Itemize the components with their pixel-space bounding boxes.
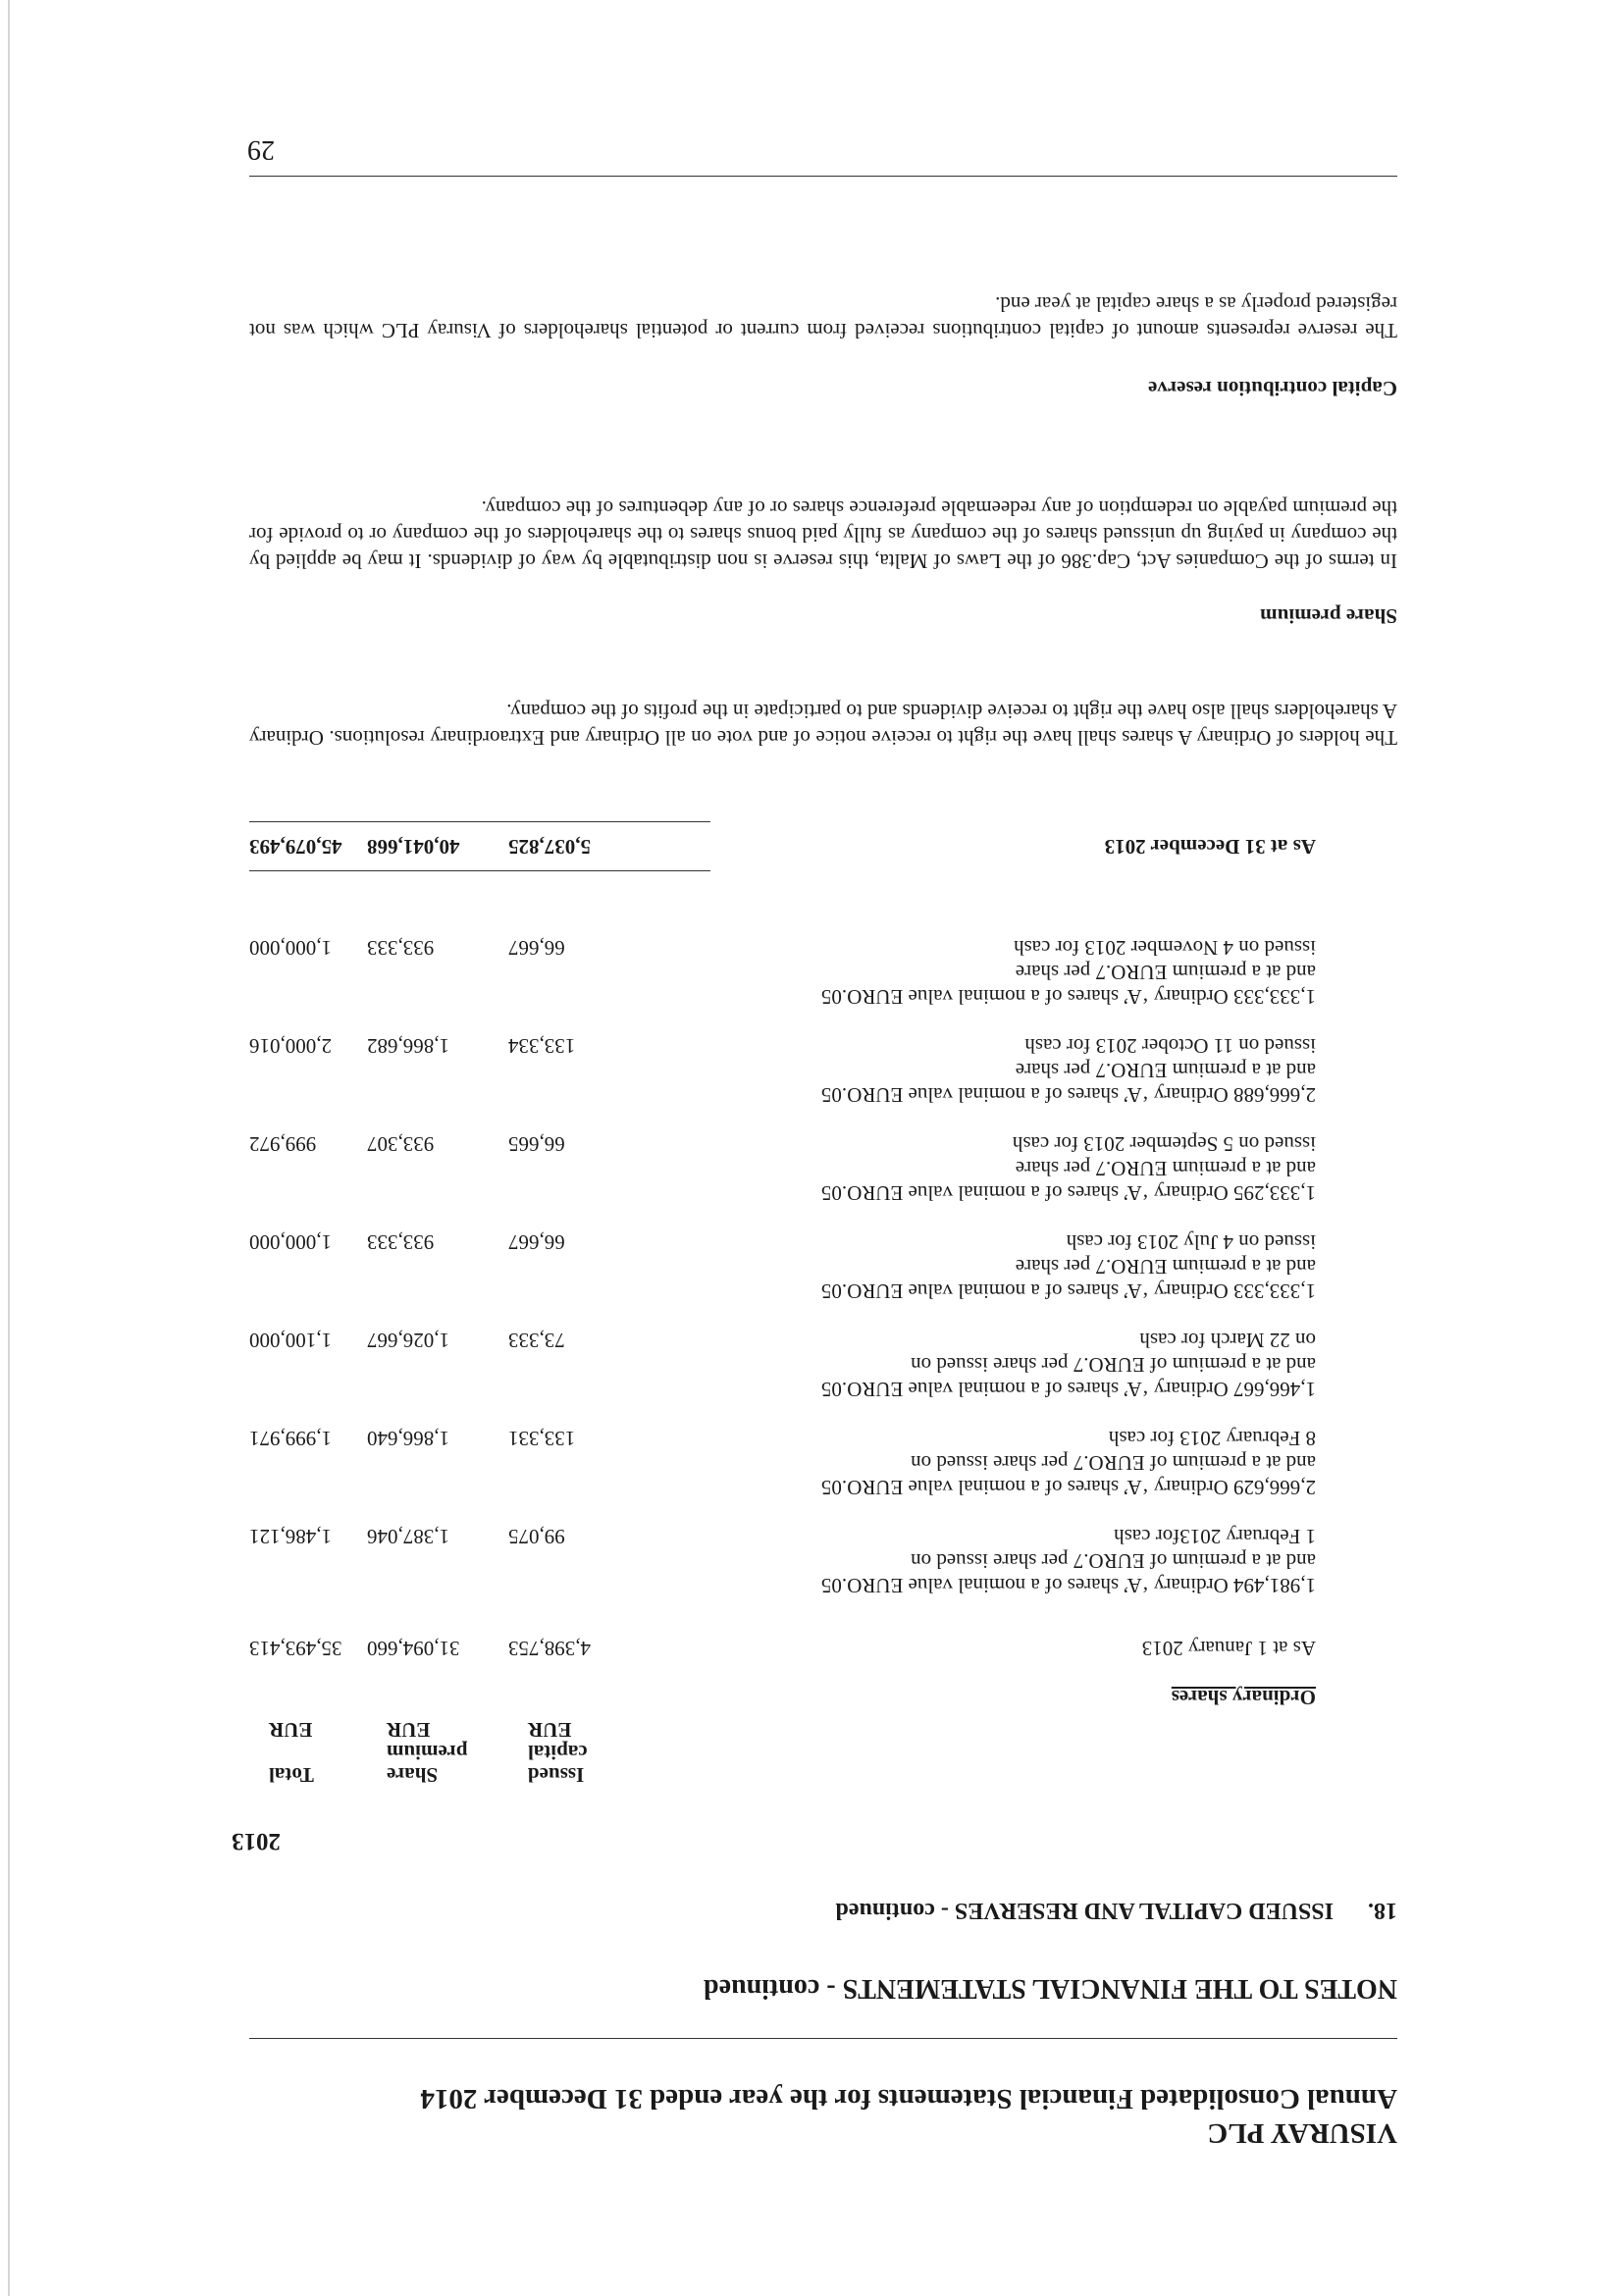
- share-premium-heading: Share premium: [1260, 604, 1397, 628]
- ordinary-a-rights-paragraph: The holders of Ordinary A shares shall have the right to receive notice of and vote on all Ordinary and Extraordinary resolutions. Ordinary A shareholders shall also have the right to receive dividends and to participate in the profits of the company.: [249, 700, 1397, 750]
- total-rule-bottom: [249, 821, 710, 822]
- table-row-opening: As at 1 January 2013 4,398,753 31,094,660 35,493,413: [249, 1637, 1316, 1660]
- table-row: 2,666,688 Ordinary ‘A’ shares of a nominal value EURO.05 and at a premium EURO.7 per share issued on 11 October 2013 for cash 133,334 1,866,682 2,000,016: [249, 1034, 1316, 1107]
- scan-edge: [8, 0, 10, 2296]
- share-premium-paragraph: In terms of the Companies Act, Cap.386 of the Laws of Malta, this reserve is non distributable by way of dividends. It may be applied by the company in paying up unissued shares of the company as fully paid bonus shares to the shareholders of the company or to provide for the premium payable on redemption of any redeemable preference shares or of any debentures of the company.: [249, 496, 1397, 573]
- header-rule: [249, 2038, 1397, 2039]
- table-row: 1,981,494 Ordinary ‘A’ shares of a nominal value EURO.05 and at a premium of EURO.7 per share issued on 1 February 2013for cash 99,075 1,387,046 1,486,121: [249, 1525, 1316, 1597]
- table-row: 1,466,667 Ordinary ‘A’ shares of a nominal value EURO.05 and at a premium of EURO.7 per share issued on on 22 March for cash 73,333 1,026,667 1,100,000: [249, 1329, 1316, 1401]
- section-number: 18.: [1368, 1898, 1397, 1923]
- ordinary-shares-label: Ordinary shares: [1171, 1686, 1316, 1709]
- notes-title: NOTES TO THE FINANCIAL STATEMENTS - continued: [704, 1973, 1397, 2004]
- table-row: 1,333,333 Ordinary ‘A’ shares of a nominal value EURO.05 and at a premium EURO.7 per share issued on 4 November 2013 for cash 66,667 933,333 1,000,000: [249, 936, 1316, 1009]
- section-heading: [835, 1897, 1397, 1923]
- column-header-share-premium: Share premium EUR: [387, 1718, 468, 1787]
- table-year: 2013: [232, 1828, 281, 1854]
- total-rule-top: [249, 870, 710, 871]
- capital-contribution-paragraph: The reserve represents amount of capital contributions received from current or potential shareholders of Visuray PLC which was not registered properly as a share capital at year end.: [249, 292, 1397, 342]
- page-header: [249, 2082, 1397, 2149]
- table-row: 2,666,629 Ordinary ‘A’ shares of a nominal value EURO.05 and at a premium of EURO.7 per share issued on 8 February 2013 for cash 133,331 1,866,640 1,999,971: [249, 1427, 1316, 1499]
- table-row: 1,333,295 Ordinary ‘A’ shares of a nominal value EURO.05 and at a premium EURO.7 per share issued on 5 September 2013 for cash 66,665 933,307 999,972: [249, 1132, 1316, 1205]
- company-name: VISURAY PLC: [1207, 2117, 1397, 2149]
- table-row-closing: As at 31 December 2013 5,037,825 40,041,668 45,079,493: [249, 835, 1316, 859]
- column-header-issued-capital: Issued capital EUR: [528, 1718, 588, 1787]
- section-title: ISSUED CAPITAL AND RESERVES - continued: [835, 1898, 1334, 1923]
- column-header-total: Total EUR: [269, 1718, 314, 1787]
- footer-rule: [249, 176, 1397, 177]
- report-subtitle: Annual Consolidated Financial Statements for the year ended 31 December 2014: [420, 2083, 1397, 2114]
- table-row: 1,333,333 Ordinary ‘A’ shares of a nominal value EURO.05 and at a premium EURO.7 per share issued on 4 July 2013 for cash 66,667 933,333 1,000,000: [249, 1230, 1316, 1303]
- page-number: 29: [247, 134, 275, 165]
- capital-contribution-heading: Capital contribution reserve: [1148, 377, 1397, 400]
